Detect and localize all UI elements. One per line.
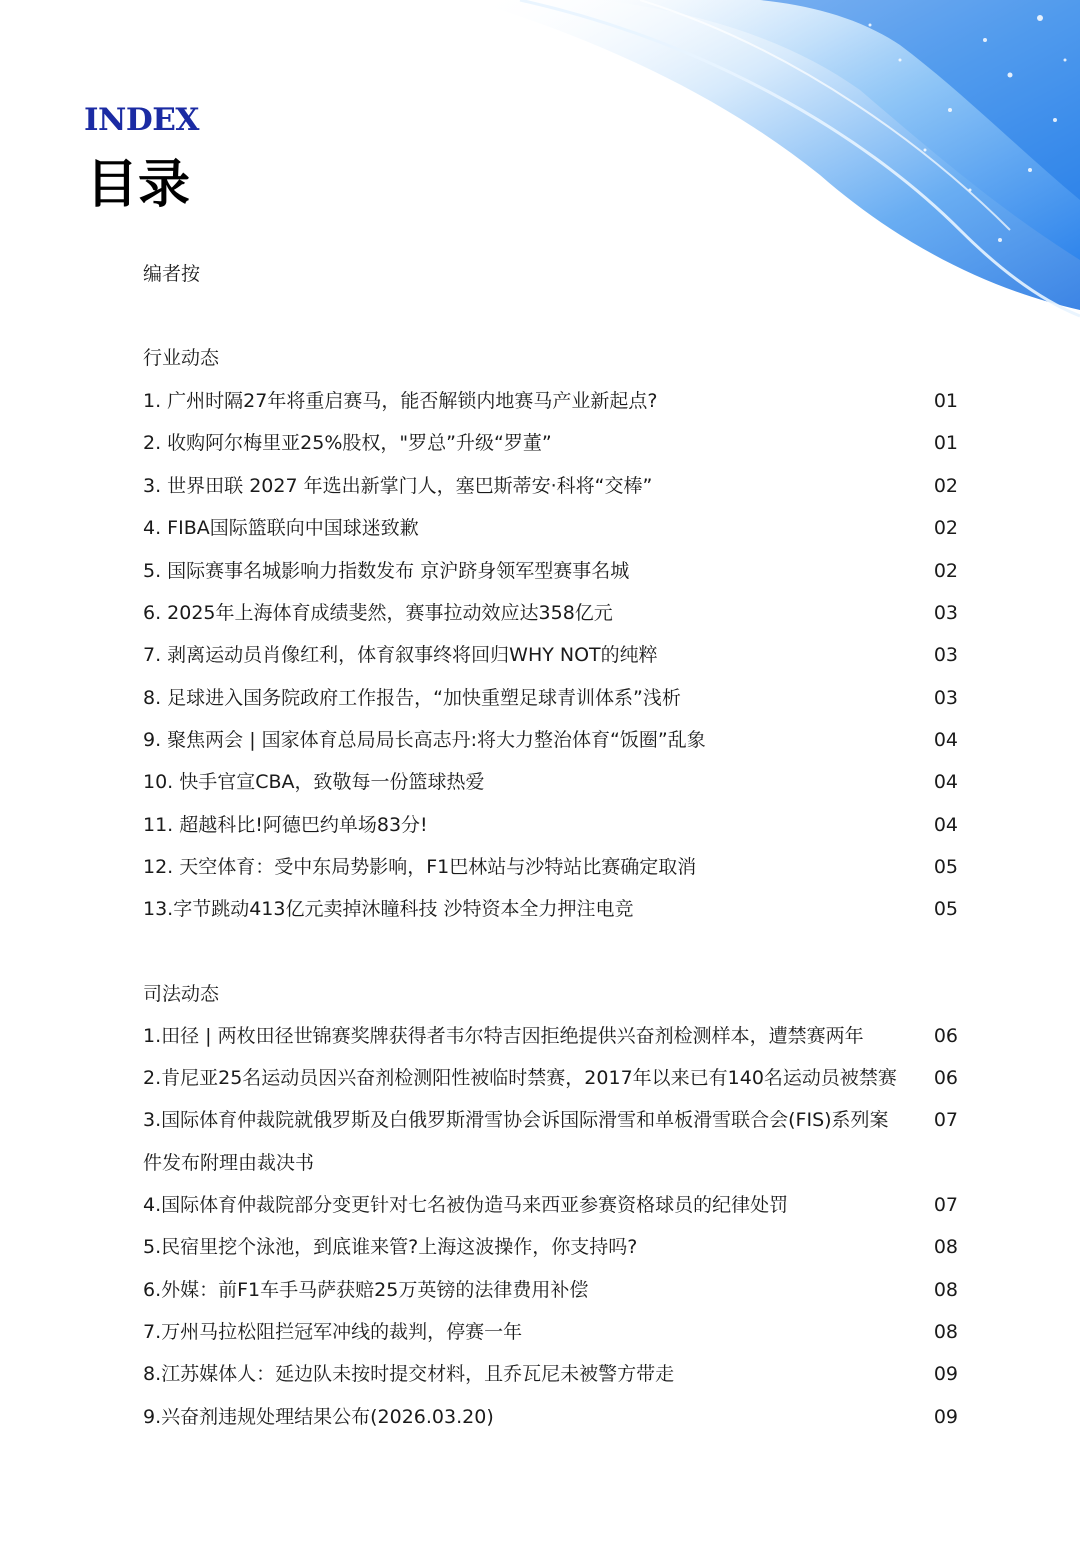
toc-entry[interactable] — [143, 432, 958, 454]
toc-entry[interactable] — [143, 390, 958, 412]
toc-entry[interactable] — [143, 814, 958, 836]
toc-entry-page: 09 — [933, 1363, 958, 1385]
toc-entry[interactable] — [143, 898, 958, 920]
toc-entry-page: 06 — [933, 1067, 958, 1089]
toc-entry[interactable] — [143, 1279, 958, 1301]
toc-entry[interactable] — [143, 1067, 958, 1089]
toc-entry[interactable] — [143, 517, 958, 539]
toc-entry[interactable] — [143, 1109, 958, 1131]
toc-entry-title: 4. FIBA国际篮联向中国球迷致歉 — [143, 517, 419, 539]
toc-entry-page: 07 — [933, 1194, 958, 1216]
toc-entry-title-continuation[interactable]: 件发布附理由裁决书 — [143, 1152, 315, 1174]
toc-entry-page: 02 — [933, 475, 958, 497]
toc-entry-page: 04 — [933, 814, 958, 836]
toc-entry[interactable] — [143, 1321, 958, 1343]
toc-entry[interactable] — [143, 1363, 958, 1385]
toc-entry-page: 03 — [933, 602, 958, 624]
toc-entry-title: 11. 超越科比!阿德巴约单场83分! — [143, 814, 428, 836]
toc-entry-page: 03 — [933, 687, 958, 709]
toc-entry-title: 8.江苏媒体人：延边队未按时提交材料，且乔瓦尼未被警方带走 — [143, 1363, 675, 1385]
toc-entry-title: 6.外媒：前F1车手马萨获赔25万英镑的法律费用补偿 — [143, 1279, 589, 1301]
toc-entry-title: 1. 广州时隔27年将重启赛马，能否解锁内地赛马产业新起点? — [143, 390, 658, 412]
toc-entry-page: 09 — [933, 1406, 958, 1428]
toc-entry-page: 02 — [933, 517, 958, 539]
toc-entry-title: 6. 2025年上海体育成绩斐然，赛事拉动效应达358亿元 — [143, 602, 613, 624]
toc-entry-title: 3.国际体育仲裁院就俄罗斯及白俄罗斯滑雪协会诉国际滑雪和单板滑雪联合会(FIS)系列案 — [143, 1109, 889, 1131]
toc-entry-title: 5. 国际赛事名城影响力指数发布 京沪跻身领军型赛事名城 — [143, 560, 630, 582]
toc-entry-page: 07 — [933, 1109, 958, 1131]
toc-entry[interactable] — [143, 644, 958, 666]
toc-entry-page: 08 — [933, 1236, 958, 1258]
toc-entry[interactable] — [143, 1194, 958, 1216]
toc-entry[interactable] — [143, 771, 958, 793]
toc-entry-title: 4.国际体育仲裁院部分变更针对七名被伪造马来西亚参赛资格球员的纪律处罚 — [143, 1194, 789, 1216]
toc-entry-page: 01 — [933, 432, 958, 454]
toc-entry-page: 08 — [933, 1321, 958, 1343]
toc-entry[interactable] — [143, 560, 958, 582]
toc-entry-title: 13.字节跳动413亿元卖掉沐瞳科技 沙特资本全力押注电竞 — [143, 898, 634, 920]
toc-entry-title: 8. 足球进入国务院政府工作报告，“加快重塑足球青训体系”浅析 — [143, 687, 681, 709]
toc-entry[interactable] — [143, 1025, 958, 1047]
toc-entry-title: 9.兴奋剂违规处理结果公布(2026.03.20) — [143, 1406, 494, 1428]
toc-entry[interactable] — [143, 475, 958, 497]
toc-entry-title: 3. 世界田联 2027 年选出新掌门人，塞巴斯蒂安·科将“交棒” — [143, 475, 653, 497]
toc-entry-title: 1.田径 | 两枚田径世锦赛奖牌获得者韦尔特吉因拒绝提供兴奋剂检测样本，遭禁赛两年 — [143, 1025, 864, 1047]
toc-entry-page: 03 — [933, 644, 958, 666]
toc-entry[interactable] — [143, 602, 958, 624]
toc-entry[interactable] — [143, 856, 958, 878]
toc-entry[interactable] — [143, 1406, 958, 1428]
toc-entry[interactable] — [143, 687, 958, 709]
toc-entry-title: 2.肯尼亚25名运动员因兴奋剂检测阳性被临时禁赛，2017年以来已有140名运动员被禁赛 — [143, 1067, 897, 1089]
toc-entry-title: 2. 收购阿尔梅里亚25%股权，"罗总”升级“罗董” — [143, 432, 552, 454]
editor-note-link[interactable]: 编者按 — [143, 263, 201, 285]
toc-entry-page: 04 — [933, 729, 958, 751]
toc-entry-page: 05 — [933, 898, 958, 920]
toc-entry-page: 01 — [933, 390, 958, 412]
page-title: 目录 — [86, 155, 191, 215]
toc-entry-title: 9. 聚焦两会 | 国家体育总局局长高志丹:将大力整治体育“饭圈”乱象 — [143, 729, 706, 751]
toc-entry-page: 08 — [933, 1279, 958, 1301]
index-label: INDEX — [84, 102, 199, 138]
toc-entry-page: 02 — [933, 560, 958, 582]
toc-entry-title: 5.民宿里挖个泳池，到底谁来管?上海这波操作，你支持吗? — [143, 1236, 638, 1258]
section-heading-industry: 行业动态 — [143, 347, 220, 369]
toc-entry-title: 12. 天空体育：受中东局势影响，F1巴林站与沙特站比赛确定取消 — [143, 856, 697, 878]
section-heading-judicial: 司法动态 — [143, 983, 220, 1005]
toc-entry[interactable] — [143, 1236, 958, 1258]
toc-entry-page: 06 — [933, 1025, 958, 1047]
toc-entry-title: 7.万州马拉松阻拦冠军冲线的裁判，停赛一年 — [143, 1321, 523, 1343]
toc-entry-title: 7. 剥离运动员肖像红利，体育叙事终将回归WHY NOT的纯粹 — [143, 644, 658, 666]
toc-entry-title: 10. 快手官宣CBA，致敬每一份篮球热爱 — [143, 771, 485, 793]
toc-entry-page: 04 — [933, 771, 958, 793]
toc-entry[interactable] — [143, 729, 958, 751]
toc-entry-page: 05 — [933, 856, 958, 878]
